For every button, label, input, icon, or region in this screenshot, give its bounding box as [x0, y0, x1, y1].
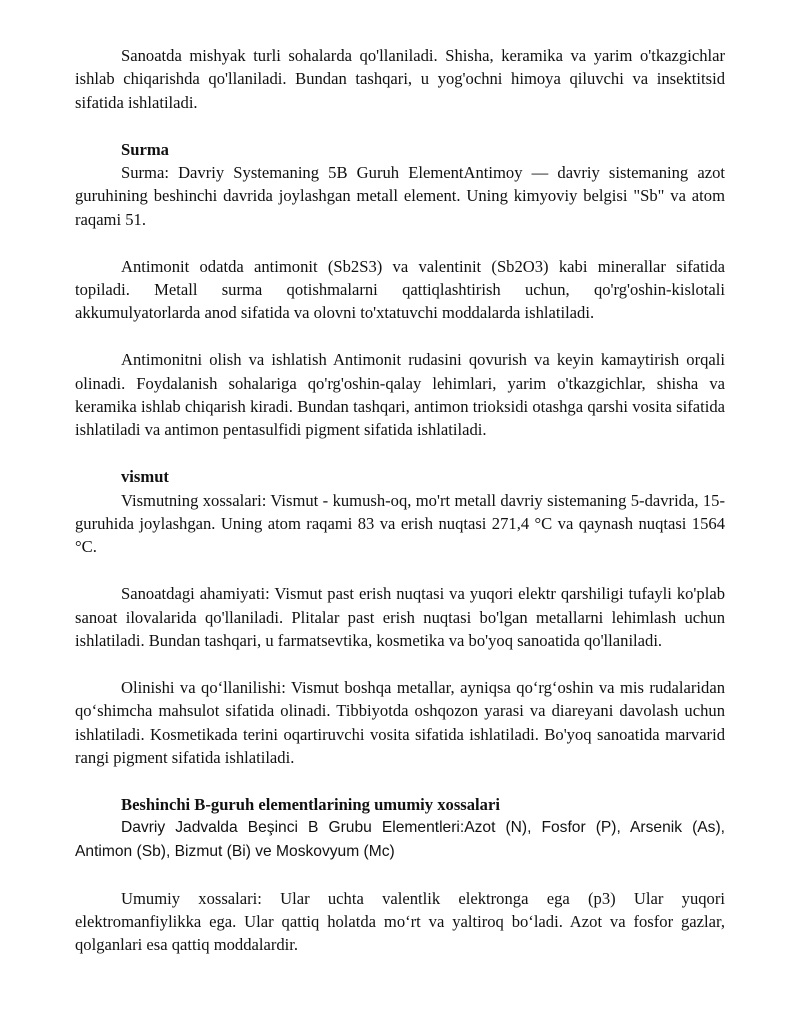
paragraph-arsenic-usage: Sanoatda mishyak turli sohalarda qo'llaniladi. Shisha, keramika va yarim o'tkazgichlar ishlab chiqarishda qo'llaniladi. Bundan tashqari, u yog'ochni himoya qiluvchi va insektitsid sifatida ishlatiladi. [75, 46, 725, 112]
paragraph-general-properties: Umumiy xossalari: Ular uchta valentlik elektronga ega (p3) Ular yuqori elektromanfiylikka ega. Ular qattiq holatda mo‘rt va yaltiroq bo‘ladi. Azot va fosfor gazlar, qolganlari esa qattiq moddalardir. [75, 888, 725, 955]
heading-vismut: vismut [121, 467, 169, 487]
paragraph-vismut-industry: Sanoatdagi ahamiyati: Vismut past erish nuqtasi va yuqori elektr qarshiligi tufayli ko'plab sanoat ilovalarida qo'llaniladi. Plitalar past erish nuqtasi bo'lgan metallarni lehimlash uchun ishlatiladi. Bundan tashqari, u farmatsevtika, kosmetika va bo'yoq sanoatida qo'llaniladi. [75, 584, 725, 651]
paragraph-group-elements: Davriy Jadvalda Beşinci B Grubu Elementleri:Azot (N), Fosfor (P), Arsenik (As), Antimon (Sb), Bizmut (Bi) ve Moskovyum (Mc) [75, 819, 725, 860]
paragraph-surma-intro: Surma: Davriy Systemaning 5B Guruh ElementAntimoy — davriy sistemaning azot guruhining beshinchi davrida joylashgan metall element. Uning kimyoviy belgisi "Sb" va atom raqami 51. [75, 163, 725, 229]
paragraph-surma-minerals: Antimonit odatda antimonit (Sb2S3) va valentinit (Sb2O3) kabi minerallar sifatida topiladi. Metall surma qotishmalarni qattiqlashtirish uchun, qo'rg'oshin-kislotali akkumulyatorlarda anod sifatida va olovni to'xtatuvchi moddalarda ishlatiladi. [75, 256, 725, 323]
paragraph-vismut-properties: Vismutning xossalari: Vismut - kumush-oq, mo'rt metall davriy sistemaning 5-davrida, 15-guruhida joylashgan. Uning atom raqami 83 va erish nuqtasi 271,4 °C va qaynash nuqtasi 1564 °C. [75, 490, 725, 557]
paragraph-surma-production: Antimonitni olish va ishlatish Antimonit rudasini qovurish va keyin kamaytirish orqali olinadi. Foydalanish sohalariga qo'rg'oshin-qalay lehimlari, yarim o'tkazgichlar, shisha va keramika ishlab chiqarish kiradi. Bundan tashqari, antimon trioksidi otashga qarshi vosita sifatida ishlatiladi va antimon pentasulfidi pigment sifatida ishlatiladi. [75, 350, 725, 440]
paragraph-vismut-obtaining: Olinishi va qo‘llanilishi: Vismut boshqa metallar, ayniqsa qo‘rg‘oshin va mis rudalaridan qo‘shimcha mahsulot sifatida olinadi. Tibbiyotda oshqozon yarasi va diareyani davolash uchun ishlatiladi. Kosmetikada terini oqartiruvchi vosita sifatida ishlatiladi. Bo'yoq sanoatida marvarid rangi pigment sifatida ishlatiladi. [75, 677, 725, 768]
heading-surma: Surma [121, 139, 169, 159]
document-page [75, 44, 725, 957]
heading-group-summary: Beshinchi B-guruh elementlarining umumiy xossalari [121, 794, 500, 814]
